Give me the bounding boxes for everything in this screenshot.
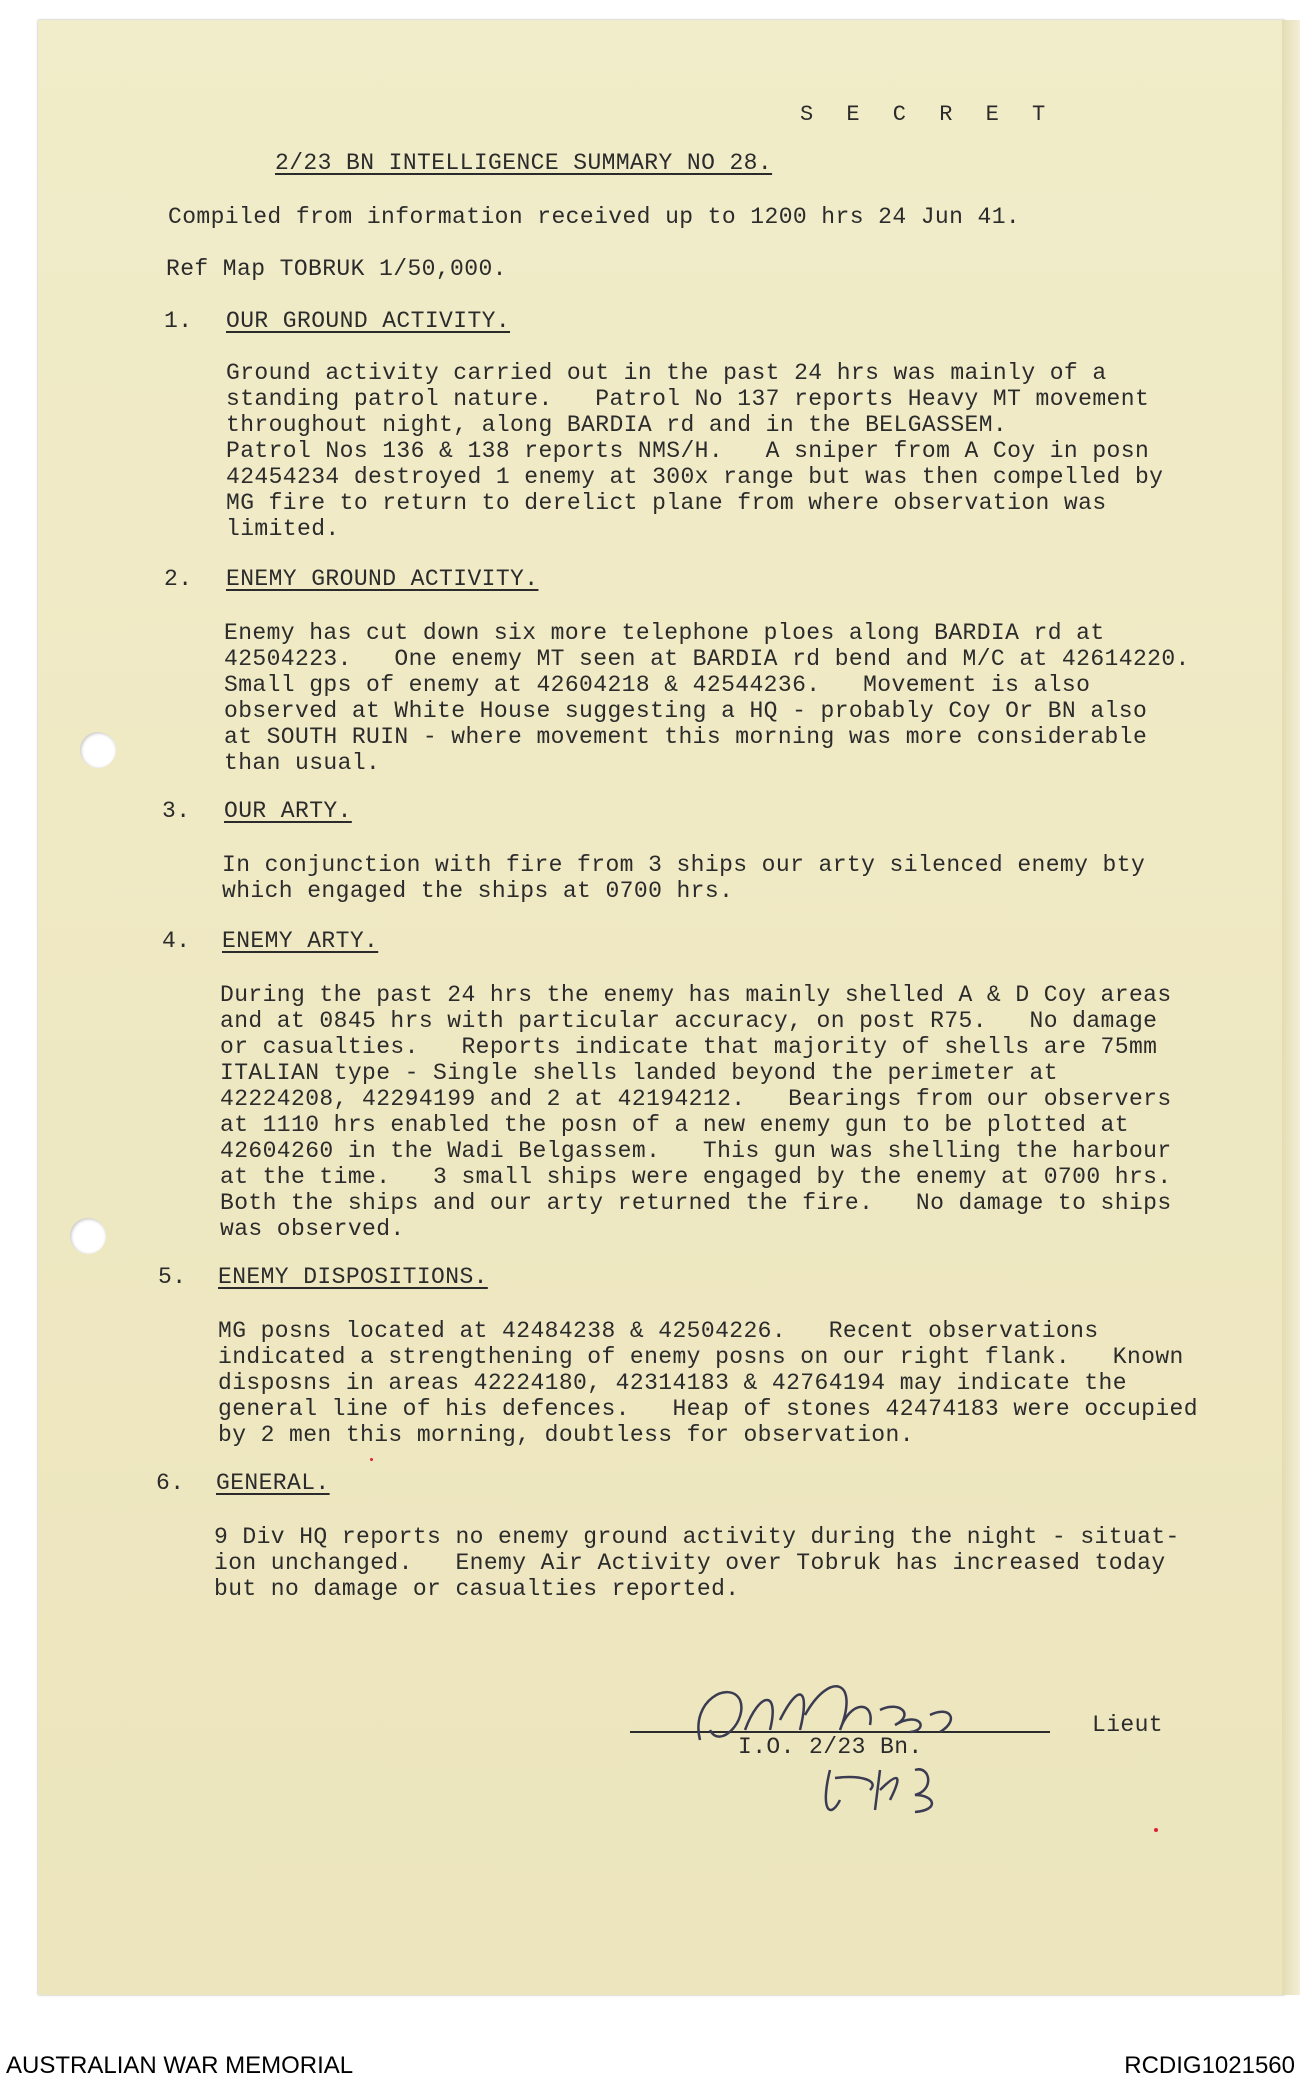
section-number: 3.	[162, 798, 191, 824]
body-line: at SOUTH RUIN - where movement this morning was more considerable	[224, 724, 1148, 750]
body-line: was observed.	[220, 1216, 405, 1242]
body-line: In conjunction with fire from 3 ships our arty silenced enemy bty	[222, 852, 1146, 878]
body-line: or casualties. Reports indicate that majority of shells are 75mm	[220, 1034, 1158, 1060]
body-line: by 2 men this morning, doubtless for observation.	[218, 1422, 914, 1448]
section-heading: OUR ARTY.	[224, 798, 352, 824]
body-line: Enemy has cut down six more telephone ploes along BARDIA rd at	[224, 620, 1105, 646]
section-heading: ENEMY ARTY.	[222, 928, 379, 954]
body-line: which engaged the ships at 0700 hrs.	[222, 878, 734, 904]
punch-hole-upper	[80, 732, 116, 768]
body-line: MG fire to return to derelict plane from where observation was	[226, 490, 1107, 516]
section-heading: OUR GROUND ACTIVITY.	[226, 308, 511, 334]
section-body	[226, 360, 1163, 542]
ink-speck	[1154, 1828, 1158, 1832]
section-body	[222, 852, 1145, 904]
body-line: throughout night, along BARDIA rd and in the BELGASSEM.	[226, 412, 1008, 438]
signature-rank: Lieut	[1092, 1712, 1164, 1738]
body-line: indicated a strengthening of enemy posns on our right flank. Known	[218, 1344, 1184, 1370]
body-line: MG posns located at 42484238 & 42504226. Recent observations	[218, 1318, 1099, 1344]
sheet-edge	[1282, 20, 1300, 1995]
body-line: and at 0845 hrs with particular accuracy, on post R75. No damage	[220, 1008, 1158, 1034]
classification-mark: S E C R E T	[800, 102, 1056, 127]
section-body	[220, 982, 1172, 1242]
document-title: 2/23 BN INTELLIGENCE SUMMARY NO 28.	[275, 150, 773, 176]
section-number: 2.	[164, 566, 193, 592]
section-number: 4.	[162, 928, 191, 954]
body-line: than usual.	[224, 750, 381, 776]
body-line: During the past 24 hrs the enemy has mainly shelled A & D Coy areas	[220, 982, 1172, 1008]
body-line: Ground activity carried out in the past 24 hrs was mainly of a	[226, 360, 1107, 386]
body-line: Small gps of enemy at 42604218 & 42544236. Movement is also	[224, 672, 1091, 698]
body-line: Both the ships and our arty returned the fire. No damage to ships	[220, 1190, 1172, 1216]
body-line: 42504223. One enemy MT seen at BARDIA rd bend and M/C at 42614220.	[224, 646, 1190, 672]
body-line: limited.	[226, 516, 340, 542]
section-heading: GENERAL.	[216, 1470, 330, 1496]
body-line: disposns in areas 42224180, 42314183 & 42764194 may indicate the	[218, 1370, 1127, 1396]
section-number: 6.	[156, 1470, 185, 1496]
section-body	[224, 620, 1190, 776]
body-line: at 1110 hrs enabled the posn of a new enemy gun to be plotted at	[220, 1112, 1129, 1138]
signature-appointment: I.O. 2/23 Bn.	[738, 1734, 923, 1760]
body-line: ion unchanged. Enemy Air Activity over Tobruk has increased today	[214, 1550, 1166, 1576]
body-line: standing patrol nature. Patrol No 137 reports Heavy MT movement	[226, 386, 1150, 412]
section-body	[214, 1524, 1180, 1602]
body-line: ITALIAN type - Single shells landed beyond the perimeter at	[220, 1060, 1058, 1086]
body-line: at the time. 3 small ships were engaged by the enemy at 0700 hrs.	[220, 1164, 1172, 1190]
institution-caption: AUSTRALIAN WAR MEMORIAL	[6, 2052, 354, 2079]
body-line: observed at White House suggesting a HQ - probably Coy Or BN also	[224, 698, 1148, 724]
section-heading: ENEMY DISPOSITIONS.	[218, 1264, 488, 1290]
section-body	[218, 1318, 1198, 1448]
body-line: 9 Div HQ reports no enemy ground activity during the night - situat-	[214, 1524, 1180, 1550]
body-line: 42604260 in the Wadi Belgassem. This gun was shelling the harbour	[220, 1138, 1172, 1164]
body-line: general line of his defences. Heap of stones 42474183 were occupied	[218, 1396, 1198, 1422]
punch-hole-lower	[70, 1218, 106, 1254]
body-line: 42224208, 42294199 and 2 at 42194212. Bearings from our observers	[220, 1086, 1172, 1112]
body-line: but no damage or casualties reported.	[214, 1576, 740, 1602]
ref-map-line: Ref Map TOBRUK 1/50,000.	[166, 256, 507, 282]
ink-speck	[370, 1458, 373, 1461]
body-line: Patrol Nos 136 & 138 reports NMS/H. A sniper from A Coy in posn	[226, 438, 1150, 464]
record-id-caption: RCDIG1021560	[1124, 2052, 1295, 2079]
body-line: 42454234 destroyed 1 enemy at 300x range but was then compelled by	[226, 464, 1164, 490]
section-heading: ENEMY GROUND ACTIVITY.	[226, 566, 539, 592]
compiled-line: Compiled from information received up to 1200 hrs 24 Jun 41.	[168, 204, 1021, 230]
section-number: 1.	[164, 308, 193, 334]
section-number: 5.	[158, 1264, 187, 1290]
